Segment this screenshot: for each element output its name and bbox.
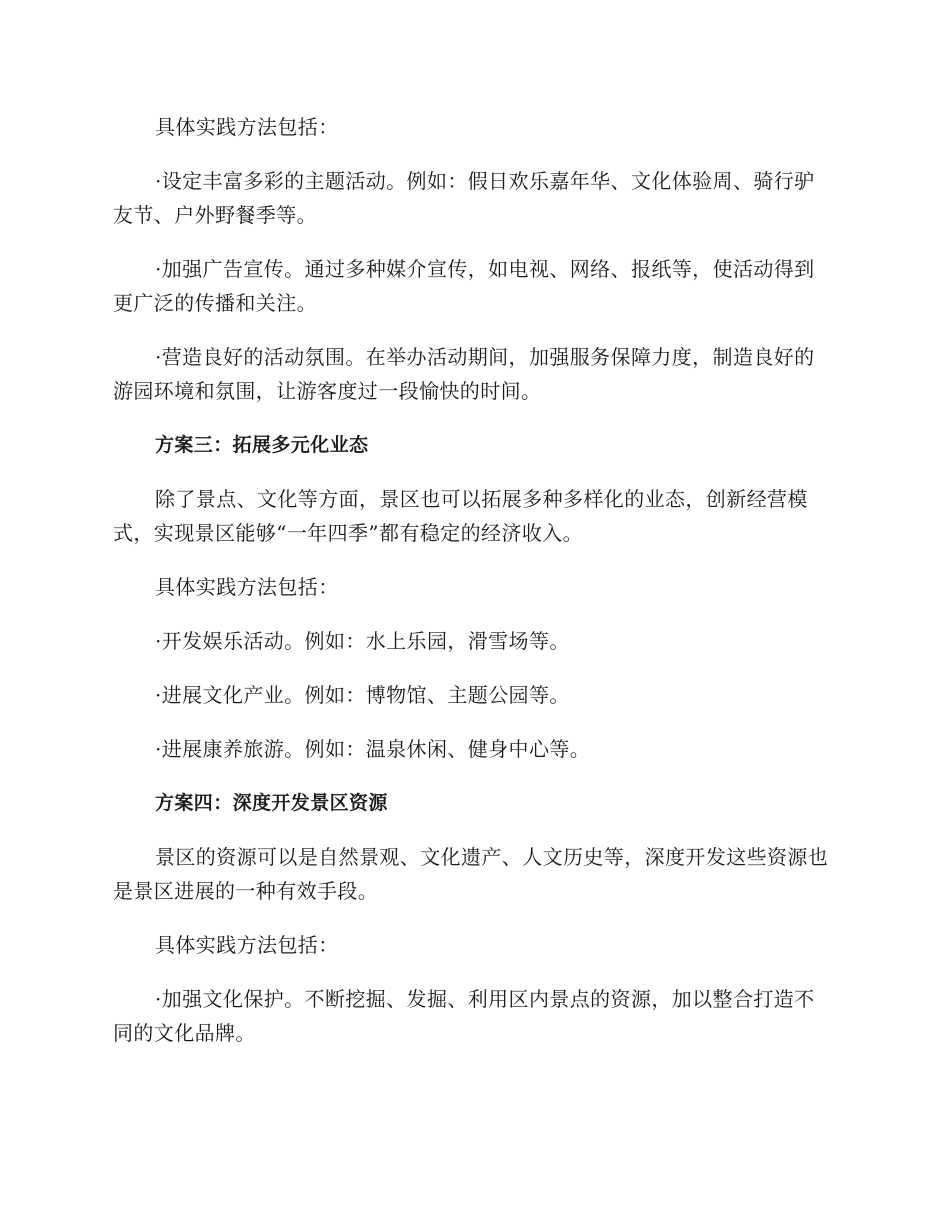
bullet-theme-activities: ·设定丰富多彩的主题活动。例如：假日欢乐嘉年华、文化体验周、骑行驴友节、户外野餐季等。 xyxy=(113,169,815,227)
document-body xyxy=(113,110,833,1070)
heading-plan-three: 方案三：拓展多元化业态 xyxy=(155,434,369,456)
practice-intro-1: 具体实践方法包括： xyxy=(155,115,339,139)
practice-intro-2: 具体实践方法包括： xyxy=(155,575,339,599)
bullet-cultural-protection: ·加强文化保护。不断挖掘、发掘、利用区内景点的资源，加以整合打造不同的文化品牌。 xyxy=(113,987,815,1045)
bullet-advertising: ·加强广告宣传。通过多种媒介宣传，如电视、网络、报纸等，使活动得到更广泛的传播和关注。 xyxy=(113,257,815,315)
bullet-culture-industry: ·进展文化产业。例如：博物馆、主题公园等。 xyxy=(155,683,570,707)
bullet-entertainment: ·开发娱乐活动。例如：水上乐园，滑雪场等。 xyxy=(155,629,570,653)
bullet-wellness-tourism: ·进展康养旅游。例如：温泉休闲、健身中心等。 xyxy=(155,737,591,761)
plan-four-body: 景区的资源可以是自然景观、文化遗产、人文历史等，深度开发这些资源也是景区进展的一种有效手段。 xyxy=(113,845,829,903)
bullet-atmosphere: ·营造良好的活动氛围。在举办活动期间，加强服务保障力度，制造良好的游园环境和氛围，让游客度过一段愉快的时间。 xyxy=(113,345,815,403)
heading-plan-four: 方案四：深度开发景区资源 xyxy=(155,792,388,814)
plan-three-body: 除了景点、文化等方面，景区也可以拓展多种多样化的业态，创新经营模式，实现景区能够“一年四季”都有稳定的经济收入。 xyxy=(113,487,808,545)
practice-intro-3: 具体实践方法包括： xyxy=(155,933,339,957)
